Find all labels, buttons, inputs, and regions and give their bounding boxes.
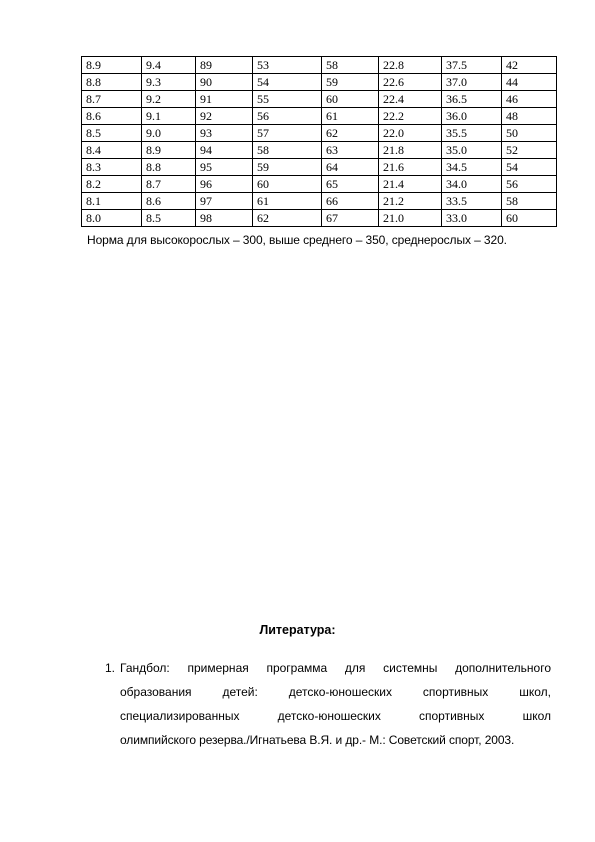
table-cell: 60 — [502, 210, 557, 227]
table-row — [82, 159, 557, 176]
table-cell: 48 — [502, 108, 557, 125]
table-cell: 58 — [253, 142, 322, 159]
table-cell: 34.0 — [442, 176, 502, 193]
table-cell: 8.7 — [82, 91, 142, 108]
table-row — [82, 108, 557, 125]
literature-list — [99, 656, 551, 752]
table-cell: 37.5 — [442, 57, 502, 74]
table-cell: 9.1 — [142, 108, 196, 125]
table-cell: 37.0 — [442, 74, 502, 91]
literature-item-number: 1. — [105, 661, 116, 675]
table-cell: 94 — [196, 142, 253, 159]
table-cell: 61 — [253, 193, 322, 210]
table-cell: 21.8 — [379, 142, 442, 159]
table-cell: 56 — [502, 176, 557, 193]
table-row — [82, 210, 557, 227]
table-cell: 89 — [196, 57, 253, 74]
norms-table-body — [82, 57, 557, 227]
table-row — [82, 176, 557, 193]
table-row — [82, 142, 557, 159]
table-cell: 52 — [502, 142, 557, 159]
table-cell: 9.2 — [142, 91, 196, 108]
table-cell: 8.8 — [82, 74, 142, 91]
table-cell: 22.0 — [379, 125, 442, 142]
table-cell: 90 — [196, 74, 253, 91]
table-cell: 36.0 — [442, 108, 502, 125]
literature-item-line: Гандбол: примерная программа для системны дополнительного — [120, 661, 551, 675]
table-cell: 8.9 — [142, 142, 196, 159]
table-cell: 59 — [253, 159, 322, 176]
table-cell: 22.2 — [379, 108, 442, 125]
table-cell: 21.6 — [379, 159, 442, 176]
table-cell: 97 — [196, 193, 253, 210]
table-cell: 54 — [502, 159, 557, 176]
table-cell: 8.0 — [82, 210, 142, 227]
table-cell: 42 — [502, 57, 557, 74]
literature-item-line: образования детей: детско-юношеских спортивных школ, — [120, 685, 551, 699]
table-cell: 91 — [196, 91, 253, 108]
table-cell: 9.0 — [142, 125, 196, 142]
table-cell: 53 — [253, 57, 322, 74]
table-cell: 22.6 — [379, 74, 442, 91]
table-cell: 33.5 — [442, 193, 502, 210]
table-cell: 58 — [322, 57, 379, 74]
table-cell: 35.5 — [442, 125, 502, 142]
table-cell: 22.8 — [379, 57, 442, 74]
table-cell: 21.0 — [379, 210, 442, 227]
table-cell: 60 — [322, 91, 379, 108]
table-cell: 96 — [196, 176, 253, 193]
table-cell: 8.5 — [82, 125, 142, 142]
table-cell: 33.0 — [442, 210, 502, 227]
table-cell: 64 — [322, 159, 379, 176]
table-row — [82, 91, 557, 108]
literature-item-line: специализированных детско-юношеских спортивных школ — [120, 709, 551, 723]
table-cell: 62 — [322, 125, 379, 142]
table-cell: 60 — [253, 176, 322, 193]
table-cell: 65 — [322, 176, 379, 193]
table-cell: 8.1 — [82, 193, 142, 210]
table-cell: 56 — [253, 108, 322, 125]
table-cell: 67 — [322, 210, 379, 227]
table-cell: 8.6 — [82, 108, 142, 125]
norm-note: Норма для высокорослых – 300, выше среднего – 350, среднерослых – 320. — [87, 233, 507, 247]
table-cell: 9.4 — [142, 57, 196, 74]
table-cell: 93 — [196, 125, 253, 142]
table-cell: 34.5 — [442, 159, 502, 176]
table-row — [82, 193, 557, 210]
table-cell: 44 — [502, 74, 557, 91]
table-cell: 8.8 — [142, 159, 196, 176]
table-cell: 66 — [322, 193, 379, 210]
table-cell: 50 — [502, 125, 557, 142]
table-cell: 8.3 — [82, 159, 142, 176]
table-cell: 58 — [502, 193, 557, 210]
table-cell: 54 — [253, 74, 322, 91]
table-cell: 61 — [322, 108, 379, 125]
table-row — [82, 57, 557, 74]
table-cell: 62 — [253, 210, 322, 227]
table-cell: 95 — [196, 159, 253, 176]
literature-item — [99, 656, 551, 752]
table-cell: 8.9 — [82, 57, 142, 74]
table-cell: 59 — [322, 74, 379, 91]
table-cell: 8.6 — [142, 193, 196, 210]
norms-table — [81, 56, 557, 227]
table-row — [82, 74, 557, 91]
literature-item-line: олимпийского резерва./Игнатьева В.Я. и др.- М.: Советский спорт, 2003. — [120, 733, 515, 747]
table-cell: 8.7 — [142, 176, 196, 193]
table-cell: 35.0 — [442, 142, 502, 159]
table-cell: 46 — [502, 91, 557, 108]
table-cell: 21.2 — [379, 193, 442, 210]
table-cell: 55 — [253, 91, 322, 108]
table-cell: 98 — [196, 210, 253, 227]
table-cell: 8.4 — [82, 142, 142, 159]
table-cell: 22.4 — [379, 91, 442, 108]
table-row — [82, 125, 557, 142]
table-cell: 21.4 — [379, 176, 442, 193]
table-cell: 92 — [196, 108, 253, 125]
table-cell: 63 — [322, 142, 379, 159]
table-cell: 57 — [253, 125, 322, 142]
table-cell: 9.3 — [142, 74, 196, 91]
table-cell: 8.5 — [142, 210, 196, 227]
table-cell: 36.5 — [442, 91, 502, 108]
literature-title: Литература: — [259, 623, 336, 637]
table-cell: 8.2 — [82, 176, 142, 193]
